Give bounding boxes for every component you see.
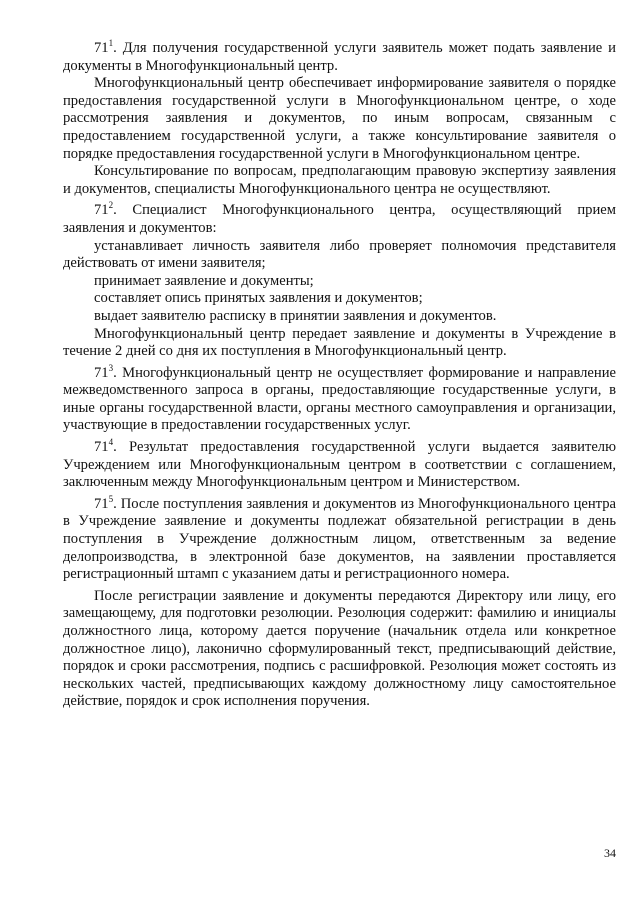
paragraph: Многофункциональный центр обеспечивает информирование заявителя о порядке предоставления государственной услуги в Многофункциональном центре, о ходе рассмотрения заявления и документов, по иным вопросам, связанным с предоставлением государственной услуги, а также консультирование заявителя о порядке предоставления государственной услуги в Многофункциональном центре.: [63, 75, 616, 162]
clause-superscript: 3: [108, 362, 114, 373]
clause-number: 71: [94, 439, 109, 456]
paragraph-71-2: [63, 202, 616, 237]
paragraph-text: . Специалист Многофункционального центра, осуществляющий прием заявления и документов:: [63, 202, 616, 236]
clause-superscript: 1: [108, 38, 114, 48]
paragraph-text: . Результат предоставления государственной услуги выдается заявителю Учреждением или Многофункциональным центром в соответствии с соглашением, заключенным между Многофункциональным центром и Министерством.: [63, 439, 616, 491]
paragraph-text: . Для получения государственной услуги заявитель может подать заявление и документы в Многофункциональный центр.: [63, 40, 616, 74]
list-item: выдает заявителю расписку в принятии заявления и документов.: [94, 307, 497, 324]
clause-number: 71: [94, 202, 109, 219]
clause-number: 71: [94, 40, 109, 56]
clause-superscript: 4: [108, 437, 114, 448]
paragraph-71-1: [63, 40, 616, 75]
clause-number: 71: [94, 364, 109, 381]
paragraph: Многофункциональный центр передает заявление и документы в Учреждение в течение 2 дней со дня их поступления в Многофункциональный центр.: [63, 325, 616, 360]
list-item: принимает заявление и документы;: [94, 272, 314, 289]
paragraph-text: . После поступления заявления и документов из Многофункционального центра в Учреждение заявление и документы подлежат обязательной регистрации в день поступления в Учреждение должностным лицом, ответственным за ведение делопроизводства, в электронной базе документов, на заявлении проставляется регистрационный штамп с указанием даты и регистрационного номера.: [63, 495, 616, 583]
paragraph-71-3: [63, 362, 616, 435]
document-body: [63, 40, 616, 711]
paragraph: После регистрации заявление и документы передаются Директору или лицу, его замещающему, для подготовки резолюции. Резолюция содержит: фамилию и инициалы должностного лица, которому дается поручение (начальник отдела или конкретное должностное лицо), лаконично сформулированный текст, предписывающий действие, порядок и сроки рассмотрения, подпись с расшифровкой. Резолюция может состоять из нескольких частей, предписывающих каждому должностному лицу самостоятельное действие, порядок и срок исполнения поручения.: [63, 587, 616, 710]
clause-number: 71: [94, 495, 109, 512]
paragraph: Консультирование по вопросам, предполагающим правовую экспертизу заявления и документов, специалисты Многофункционального центра не осуществляют.: [63, 163, 616, 197]
paragraph-71-4: [63, 439, 616, 492]
clause-superscript: 2: [108, 200, 114, 211]
paragraph-71-5: [63, 493, 616, 584]
list-item: устанавливает личность заявителя либо проверяет полномочия представителя действовать от имени заявителя;: [63, 237, 616, 272]
paragraph-text: . Многофункциональный центр не осуществляет формирование и направление межведомственного запроса в органы, предоставляющие государственные услуги, в иные органы государственной власти, органы местного самоуправления и организации, участвующие в предоставлении государственных услуг.: [63, 364, 616, 434]
list-item: составляет опись принятых заявления и документов;: [94, 290, 423, 307]
page-number: 34: [604, 846, 616, 860]
clause-superscript: 5: [108, 493, 114, 504]
